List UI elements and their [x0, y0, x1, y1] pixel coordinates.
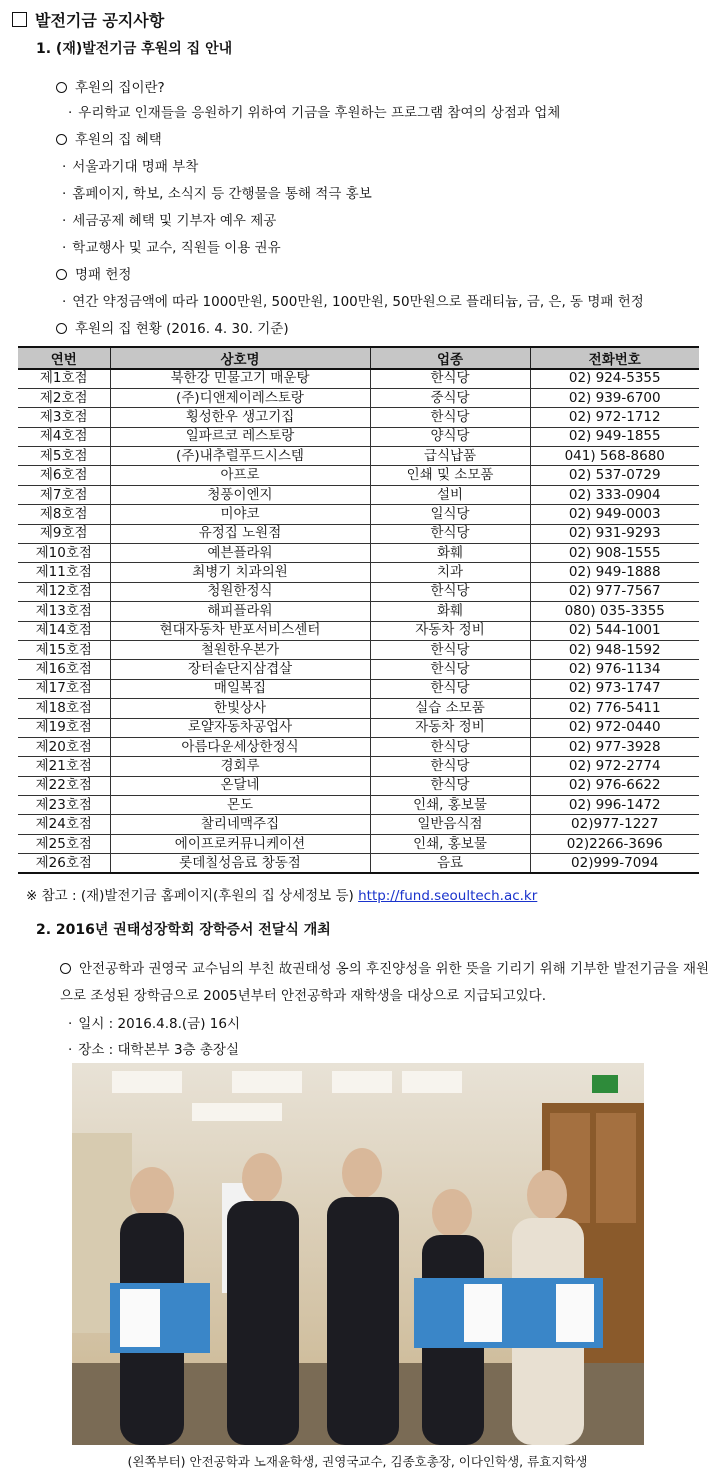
benefit-item: · 홈페이지, 학보, 소식지 등 간행물을 통해 적극 홍보 — [62, 182, 372, 202]
q3-desc: · 연간 약정금액에 따라 1000만원, 500만원, 100만원, 50만원으로 플래티늄, 금, 은, 동 명패 헌정 — [62, 290, 644, 310]
store-business-type: 한식당 — [370, 582, 530, 601]
store-business-type: 한식당 — [370, 660, 530, 679]
header-number: 연번 — [18, 347, 110, 369]
store-phone: 02) 924-5355 — [530, 369, 699, 388]
store-business-type: 자동차 정비 — [370, 621, 530, 640]
store-business-type: 한식당 — [370, 408, 530, 427]
store-phone: 02) 976-1134 — [530, 660, 699, 679]
store-phone: 02) 948-1592 — [530, 640, 699, 659]
q4-text: 후원의 집 현황 (2016. 4. 30. 기준) — [75, 321, 289, 337]
store-number: 제2호점 — [18, 388, 110, 407]
table-row — [18, 524, 699, 543]
store-name: 청원한정식 — [110, 582, 370, 601]
store-name: 아프로 — [110, 466, 370, 485]
circle-bullet-icon — [56, 134, 67, 145]
table-row — [18, 679, 699, 698]
store-phone: 02) 776-5411 — [530, 699, 699, 718]
store-business-type: 설비 — [370, 485, 530, 504]
table-row — [18, 427, 699, 446]
store-business-type: 화훼 — [370, 602, 530, 621]
store-phone: 02) 544-1001 — [530, 621, 699, 640]
store-business-type: 급식납품 — [370, 447, 530, 466]
store-phone: 041) 568-8680 — [530, 447, 699, 466]
store-number: 제6호점 — [18, 466, 110, 485]
store-phone: 02) 973-1747 — [530, 679, 699, 698]
table-row — [18, 640, 699, 659]
store-name: 매일복집 — [110, 679, 370, 698]
store-name: 최병기 치과의원 — [110, 563, 370, 582]
store-name: (주)디앤제이레스토랑 — [110, 388, 370, 407]
store-business-type: 치과 — [370, 563, 530, 582]
store-phone: 02) 939-6700 — [530, 388, 699, 407]
store-name: 경회루 — [110, 757, 370, 776]
store-business-type: 한식당 — [370, 679, 530, 698]
store-business-type: 한식당 — [370, 757, 530, 776]
table-row — [18, 699, 699, 718]
store-number: 제16호점 — [18, 660, 110, 679]
checkbox-icon — [12, 12, 27, 27]
table-row — [18, 815, 699, 834]
event-place: · 장소 : 대학본부 3층 총장실 — [68, 1038, 239, 1058]
store-number: 제21호점 — [18, 757, 110, 776]
header-phone: 전화번호 — [530, 347, 699, 369]
table-header-row — [18, 347, 699, 369]
store-phone: 02) 931-9293 — [530, 524, 699, 543]
store-phone: 02) 972-0440 — [530, 718, 699, 737]
store-business-type: 음료 — [370, 854, 530, 873]
table-row — [18, 737, 699, 756]
photo-caption: (왼쪽부터) 안전공학과 노재윤학생, 권영국교수, 김종호총장, 이다인학생, 류효지학생 — [127, 1454, 588, 1469]
table-row — [18, 718, 699, 737]
q4-line — [56, 317, 289, 337]
store-name: 횡성한우 생고기집 — [110, 408, 370, 427]
store-number: 제25호점 — [18, 834, 110, 853]
store-name: (주)내추럴푸드시스템 — [110, 447, 370, 466]
store-business-type: 중식당 — [370, 388, 530, 407]
benefit-item: · 학교행사 및 교수, 직원들 이용 권유 — [62, 236, 281, 256]
table-row — [18, 505, 699, 524]
reference-note — [26, 884, 537, 904]
store-phone: 02) 949-1888 — [530, 563, 699, 582]
store-name: 일파르코 레스토랑 — [110, 427, 370, 446]
store-name: 찰리네맥주집 — [110, 815, 370, 834]
store-phone: 02) 949-1855 — [530, 427, 699, 446]
table-row — [18, 757, 699, 776]
store-name: 청풍이엔지 — [110, 485, 370, 504]
store-name: 북한강 민물고기 매운탕 — [110, 369, 370, 388]
store-number: 제17호점 — [18, 679, 110, 698]
section1-heading: 1. (재)발전기금 후원의 집 안내 — [36, 41, 233, 57]
store-number: 제14호점 — [18, 621, 110, 640]
table-row — [18, 447, 699, 466]
q3-text: 명패 헌정 — [75, 267, 132, 283]
store-name: 몬도 — [110, 796, 370, 815]
store-business-type: 실습 소모품 — [370, 699, 530, 718]
store-business-type: 한식당 — [370, 737, 530, 756]
store-phone: 02) 996-1472 — [530, 796, 699, 815]
circle-bullet-icon — [56, 269, 67, 280]
store-phone: 02) 908-1555 — [530, 544, 699, 563]
table-row — [18, 408, 699, 427]
store-business-type: 인쇄 및 소모품 — [370, 466, 530, 485]
store-name: 미야코 — [110, 505, 370, 524]
store-number: 제15호점 — [18, 640, 110, 659]
event-date: · 일시 : 2016.4.8.(금) 16시 — [68, 1012, 240, 1032]
circle-bullet-icon — [56, 82, 67, 93]
store-number: 제22호점 — [18, 776, 110, 795]
store-business-type: 인쇄, 홍보물 — [370, 796, 530, 815]
q1-text: 후원의 집이란? — [75, 80, 165, 96]
ceremony-photo-illustration — [72, 1063, 644, 1445]
store-phone: 02) 972-2774 — [530, 757, 699, 776]
fund-homepage-link[interactable]: http://fund.seoultech.ac.kr — [358, 888, 538, 904]
table-row — [18, 485, 699, 504]
store-name: 현대자동차 반포서비스센터 — [110, 621, 370, 640]
store-name: 한빛상사 — [110, 699, 370, 718]
store-name: 해피플라워 — [110, 602, 370, 621]
store-business-type: 자동차 정비 — [370, 718, 530, 737]
store-number: 제8호점 — [18, 505, 110, 524]
store-business-type: 인쇄, 홍보물 — [370, 834, 530, 853]
q1-line — [56, 76, 165, 96]
store-phone: 02)977-1227 — [530, 815, 699, 834]
circle-bullet-icon — [60, 963, 71, 974]
ceremony-photo — [72, 1063, 644, 1445]
store-number: 제1호점 — [18, 369, 110, 388]
table-row — [18, 796, 699, 815]
store-name: 장터솥단지삼겹살 — [110, 660, 370, 679]
page-title — [12, 6, 164, 32]
table-body — [18, 369, 699, 873]
sponsor-store-table — [18, 346, 699, 874]
store-name: 예븐플라워 — [110, 544, 370, 563]
table-row — [18, 369, 699, 388]
store-phone: 02)999-7094 — [530, 854, 699, 873]
store-number: 제23호점 — [18, 796, 110, 815]
section2-heading: 2. 2016년 권태성장학회 장학증서 전달식 개최 — [36, 922, 331, 938]
table-row — [18, 834, 699, 853]
store-business-type: 양식당 — [370, 427, 530, 446]
store-business-type: 한식당 — [370, 524, 530, 543]
table-row — [18, 660, 699, 679]
table-row — [18, 466, 699, 485]
store-phone: 02) 976-6622 — [530, 776, 699, 795]
store-number: 제13호점 — [18, 602, 110, 621]
store-number: 제12호점 — [18, 582, 110, 601]
store-number: 제20호점 — [18, 737, 110, 756]
store-number: 제7호점 — [18, 485, 110, 504]
table-row — [18, 854, 699, 873]
header-store-name: 상호명 — [110, 347, 370, 369]
store-number: 제5호점 — [18, 447, 110, 466]
q3-line — [56, 263, 131, 283]
store-name: 철원한우본가 — [110, 640, 370, 659]
store-business-type: 일식당 — [370, 505, 530, 524]
q1-desc: · 우리학교 인재들을 응원하기 위하여 기금을 후원하는 프로그램 참여의 상점과 업체 — [68, 101, 560, 121]
store-business-type: 화훼 — [370, 544, 530, 563]
store-phone: 02) 537-0729 — [530, 466, 699, 485]
store-phone: 02) 977-7567 — [530, 582, 699, 601]
circle-bullet-icon — [56, 323, 67, 334]
store-phone: 02) 949-0003 — [530, 505, 699, 524]
store-number: 제11호점 — [18, 563, 110, 582]
store-business-type: 일반음식점 — [370, 815, 530, 834]
table-row — [18, 563, 699, 582]
page-title-text: 발전기금 공지사항 — [35, 10, 165, 30]
paragraph-text: 안전공학과 권영국 교수님의 부친 故권태성 옹의 후진양성을 위한 뜻을 기리기 위해 기부한 발전기금을 재원으로 조성된 장학금으로 2005년부터 안전공학과 재학생을 대상으로 지급되고있다. — [60, 961, 710, 1004]
store-business-type: 한식당 — [370, 640, 530, 659]
reference-text: ※ 참고 : (재)발전기금 홈페이지(후원의 집 상세정보 등) — [26, 888, 354, 904]
store-phone: 02) 972-1712 — [530, 408, 699, 427]
store-number: 제9호점 — [18, 524, 110, 543]
store-name: 온달네 — [110, 776, 370, 795]
store-number: 제18호점 — [18, 699, 110, 718]
store-phone: 02) 977-3928 — [530, 737, 699, 756]
store-name: 유정집 노원점 — [110, 524, 370, 543]
store-number: 제3호점 — [18, 408, 110, 427]
store-business-type: 한식당 — [370, 776, 530, 795]
store-number: 제10호점 — [18, 544, 110, 563]
store-number: 제26호점 — [18, 854, 110, 873]
header-business-type: 업종 — [370, 347, 530, 369]
q2-line — [56, 128, 162, 148]
benefit-item: · 서울과기대 명패 부착 — [62, 155, 198, 175]
store-name: 아름다운세상한정식 — [110, 737, 370, 756]
q2-text: 후원의 집 혜택 — [75, 132, 162, 148]
store-phone: 02) 333-0904 — [530, 485, 699, 504]
store-number: 제24호점 — [18, 815, 110, 834]
table-row — [18, 544, 699, 563]
table-row — [18, 602, 699, 621]
store-name: 에이프로커뮤니케이션 — [110, 834, 370, 853]
table-row — [18, 621, 699, 640]
scholarship-paragraph — [60, 956, 710, 1010]
store-number: 제19호점 — [18, 718, 110, 737]
store-number: 제4호점 — [18, 427, 110, 446]
table-row — [18, 388, 699, 407]
store-name: 로얄자동차공업사 — [110, 718, 370, 737]
store-business-type: 한식당 — [370, 369, 530, 388]
table-row — [18, 582, 699, 601]
store-phone: 02)2266-3696 — [530, 834, 699, 853]
benefit-item: · 세금공제 혜택 및 기부자 예우 제공 — [62, 209, 276, 229]
table-row — [18, 776, 699, 795]
store-name: 롯데칠성음료 창동점 — [110, 854, 370, 873]
store-phone: 080) 035-3355 — [530, 602, 699, 621]
